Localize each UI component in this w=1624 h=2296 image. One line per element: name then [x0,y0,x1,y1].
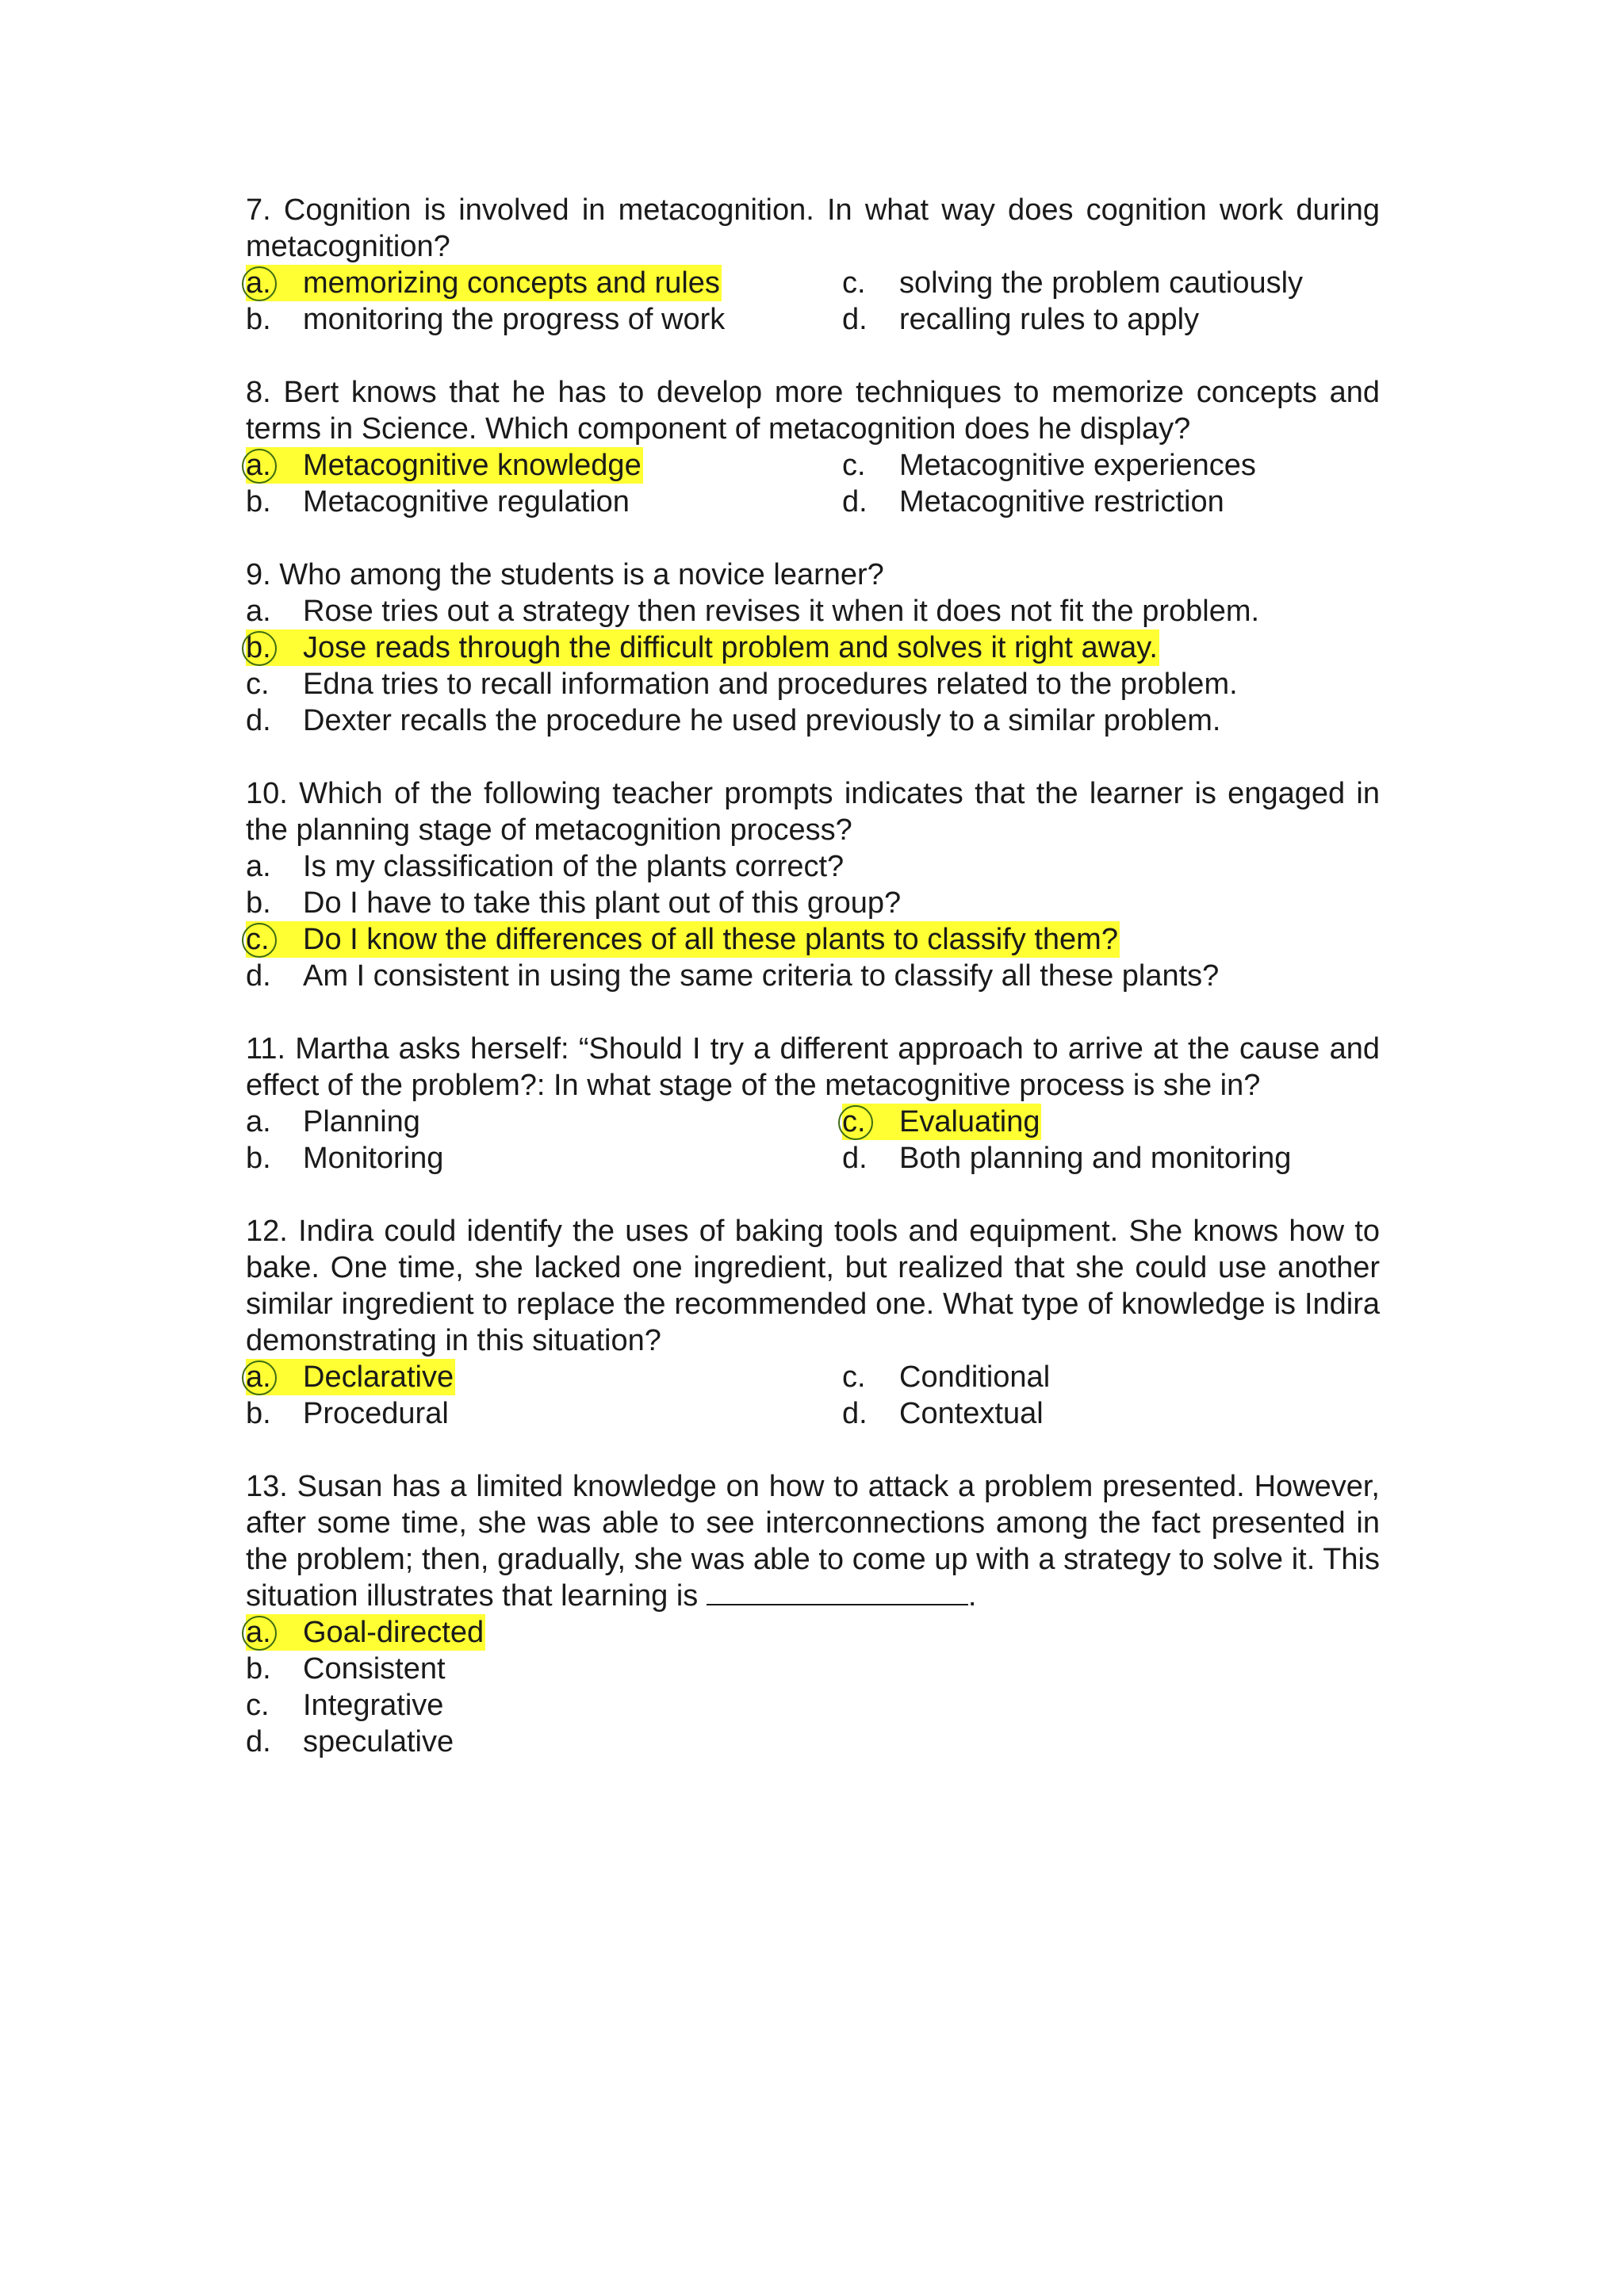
option-text: memorizing concepts and rules [303,266,720,300]
option-d [246,958,1380,994]
question-stem-text: 13. Susan has a limited knowledge on how to attack a problem presented. However, after some time, she was able to see interconnections among the fact presented in the problem; then, gradually, she was able to come up with a strategy to solve it. This situation illustrates that learning is [246,1470,1380,1613]
option-letter: d. [246,704,271,737]
option-d [246,702,1380,739]
option-letter: a. [246,1616,271,1649]
option-text: Declarative [303,1360,454,1394]
option-letter: c. [842,449,866,482]
option-text: Do I know the differences of all these plants to classify them? [303,923,1118,956]
question-11 [246,1031,1380,1177]
option-letter: b. [246,1397,271,1430]
option-b [246,484,842,520]
option-a [246,447,842,484]
option-a [246,1359,842,1395]
option-d [842,301,1380,338]
option-text: speculative [303,1725,454,1758]
option-c [246,921,1380,958]
option-letter: a. [246,266,271,300]
option-text: Do I have to take this plant out of this group? [303,886,902,920]
options-list [246,848,1380,994]
option-d [842,484,1380,520]
question-stem: 11. Martha asks herself: “Should I try a different approach to arrive at the cause and effect of the problem?: In what stage of the metacognitive process is she in? [246,1032,1380,1102]
option-letter: c. [842,266,866,300]
options-grid [246,1104,1380,1177]
stem-period: . [967,1579,977,1613]
option-text: Integrative [303,1689,444,1722]
option-a [246,848,1380,885]
question-13 [246,1468,1380,1760]
option-letter: c. [842,1360,866,1394]
option-letter: c. [246,668,270,701]
answer-highlight [842,1104,1041,1140]
option-c [246,1687,1380,1724]
option-text: Planning [303,1105,420,1138]
option-text: Consistent [303,1652,446,1686]
option-c [842,265,1380,301]
question-stem: 7. Cognition is involved in metacognition. In what way does cognition work during metacognition? [246,193,1380,263]
option-d [842,1395,1380,1432]
option-letter: d. [246,959,271,993]
option-text: Procedural [303,1397,449,1430]
question-stem [246,1468,1380,1614]
answer-highlight [246,447,643,484]
option-letter: b. [246,1652,271,1686]
question-stem: 8. Bert knows that he has to develop more techniques to memorize concepts and terms in Science. Which component of metacognition does he display? [246,376,1380,446]
option-text: Metacognitive knowledge [303,449,642,482]
option-letter: c. [842,1105,866,1138]
option-a [246,593,1380,629]
question-8 [246,374,1380,520]
option-letter: d. [842,485,868,519]
option-letter: b. [246,886,271,920]
option-b [246,1395,842,1432]
answer-blank [707,1580,968,1605]
option-a [246,265,842,301]
option-letter: a. [246,1360,271,1394]
option-text: Is my classification of the plants correct? [303,850,845,883]
option-text: recalling rules to apply [899,303,1200,336]
option-d [246,1724,1380,1760]
option-b [246,885,1380,921]
option-letter: a. [246,595,271,628]
option-text: monitoring the progress of work [303,303,726,336]
option-text: Conditional [899,1360,1051,1394]
options-grid [246,265,1380,338]
question-stem: 10. Which of the following teacher prompts indicates that the learner is engaged in the planning stage of metacognition process? [246,777,1380,847]
option-text: Evaluating [899,1105,1040,1138]
option-b [246,1140,842,1177]
options-grid [246,1359,1380,1432]
option-d [842,1140,1380,1177]
option-text: Edna tries to recall information and procedures related to the problem. [303,668,1238,701]
option-letter: d. [842,303,868,336]
question-stem: 9. Who among the students is a novice learner? [246,558,884,591]
answer-highlight [246,629,1159,666]
option-text: Metacognitive regulation [303,485,630,519]
options-grid [246,447,1380,520]
option-text: Rose tries out a strategy then revises it when it does not fit the problem. [303,595,1260,628]
question-12 [246,1213,1380,1432]
question-stem: 12. Indira could identify the uses of baking tools and equipment. She knows how to bake. One time, she lacked one ingredient, but realized that she could use another similar ingredient to replace the recommended one. What type of knowledge is Indira demonstrating in this situation? [246,1215,1380,1357]
answer-highlight [246,1614,485,1651]
option-letter: b. [246,303,271,336]
option-c [842,1359,1380,1395]
option-text: solving the problem cautiously [899,266,1304,300]
option-a [246,1614,1380,1651]
option-letter: b. [246,631,271,664]
option-c [842,1104,1380,1140]
option-text: Metacognitive restriction [899,485,1224,519]
option-letter: b. [246,1142,271,1175]
question-10 [246,775,1380,994]
option-letter: a. [246,1105,271,1138]
option-letter: d. [842,1397,868,1430]
option-letter: c. [246,1689,270,1722]
question-7 [246,192,1380,338]
option-letter: d. [246,1725,271,1758]
answer-highlight [246,1359,455,1395]
option-text: Am I consistent in using the same criteria to classify all these plants? [303,959,1220,993]
options-list [246,593,1380,739]
option-text: Goal-directed [303,1616,485,1649]
option-a [246,1104,842,1140]
option-text: Dexter recalls the procedure he used previously to a similar problem. [303,704,1221,737]
option-text: Monitoring [303,1142,444,1175]
options-list [246,1614,1380,1760]
answer-highlight [246,921,1120,958]
option-letter: a. [246,850,271,883]
option-text: Both planning and monitoring [899,1142,1292,1175]
option-text: Metacognitive experiences [899,449,1256,482]
quiz-content [246,192,1380,1797]
option-c [246,666,1380,702]
option-b [246,629,1380,666]
option-text: Contextual [899,1397,1044,1430]
option-letter: a. [246,449,271,482]
answer-highlight [246,265,722,301]
question-9 [246,557,1380,739]
option-text: Jose reads through the difficult problem and solves it right away. [303,631,1158,664]
option-b [246,301,842,338]
option-letter: d. [842,1142,868,1175]
option-c [842,447,1380,484]
option-letter: b. [246,485,271,519]
option-b [246,1651,1380,1687]
option-letter: c. [246,923,270,956]
